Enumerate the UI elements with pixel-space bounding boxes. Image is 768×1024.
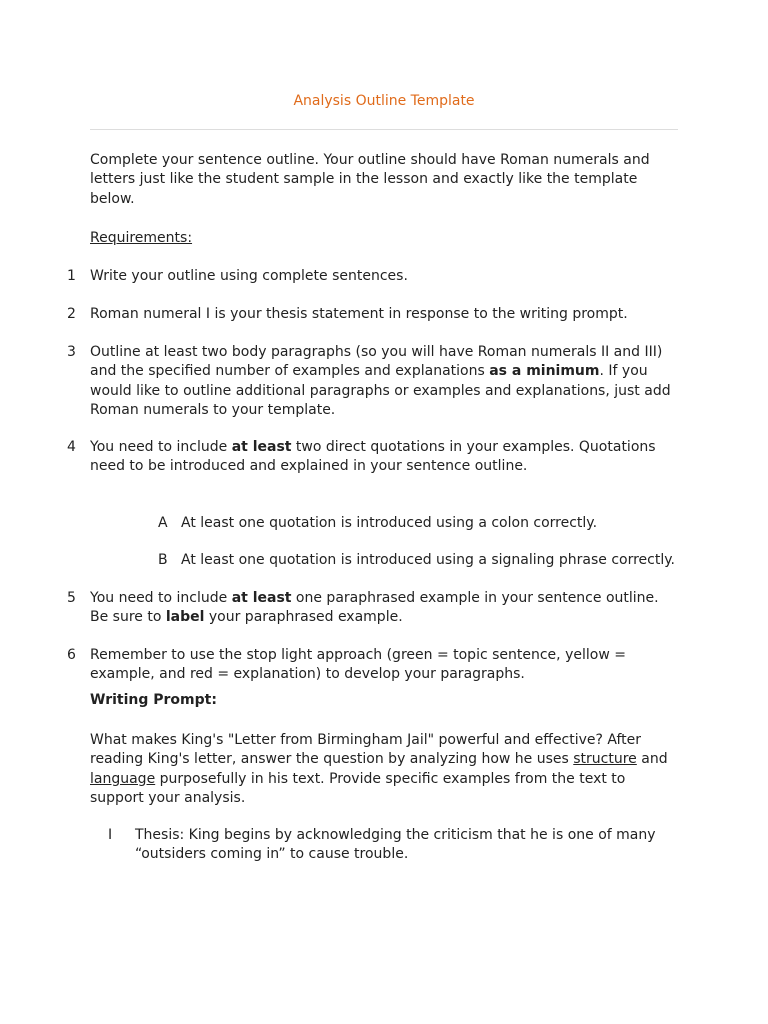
document-title: Analysis Outline Template [293,93,475,109]
list-item: Remember to use the stop light approach (green = topic sentence, yellow = example, and red = explanation) to develop your paragraphs. [90,647,626,683]
list-number: 2 [67,306,76,322]
list-item: Roman numeral I is your thesis statement in response to the writing prompt. [90,306,628,322]
list-item: You need to include at least one paraphrased example in your sentence outline. Be sure to label your paraphrased example. [90,590,659,626]
title-divider [90,129,678,130]
list-number: 3 [67,344,76,360]
outline-thesis: Thesis: King begins by acknowledging the criticism that he is one of many “outsiders coming in” to cause trouble. [135,827,656,863]
sublist-letter: B [158,552,168,568]
requirements-heading: Requirements: [90,230,193,246]
sublist-letter: A [158,515,168,531]
sublist-item: At least one quotation is introduced using a colon correctly. [181,515,598,531]
sublist-item: At least one quotation is introduced using a signaling phrase correctly. [181,552,675,568]
writing-prompt-heading: Writing Prompt: [90,692,217,708]
list-item: Outline at least two body paragraphs (so you will have Roman numerals II and III) and the specified number of examples and explanations as a minimum. If you would like to outline additional paragraphs or examples and explanations, just add Roman numerals to your template. [90,344,671,418]
list-number: 6 [67,647,76,663]
list-number: 5 [67,590,76,606]
writing-prompt-text: What makes King's "Letter from Birmingham Jail" powerful and effective? After reading King's letter, answer the question by analyzing how he uses structure and language purposefully in his text. Provide specific examples from the text to support your analysis. [90,732,668,806]
list-item: Write your outline using complete sentences. [90,268,408,284]
list-item: You need to include at least two direct quotations in your examples. Quotations need to be introduced and explained in your sentence outline. [90,439,656,475]
intro-paragraph: Complete your sentence outline. Your outline should have Roman numerals and letters just like the student sample in the lesson and exactly like the template below. [90,152,650,207]
list-number: 4 [67,439,76,455]
list-number: 1 [67,268,76,284]
outline-roman-numeral: I [108,827,113,843]
